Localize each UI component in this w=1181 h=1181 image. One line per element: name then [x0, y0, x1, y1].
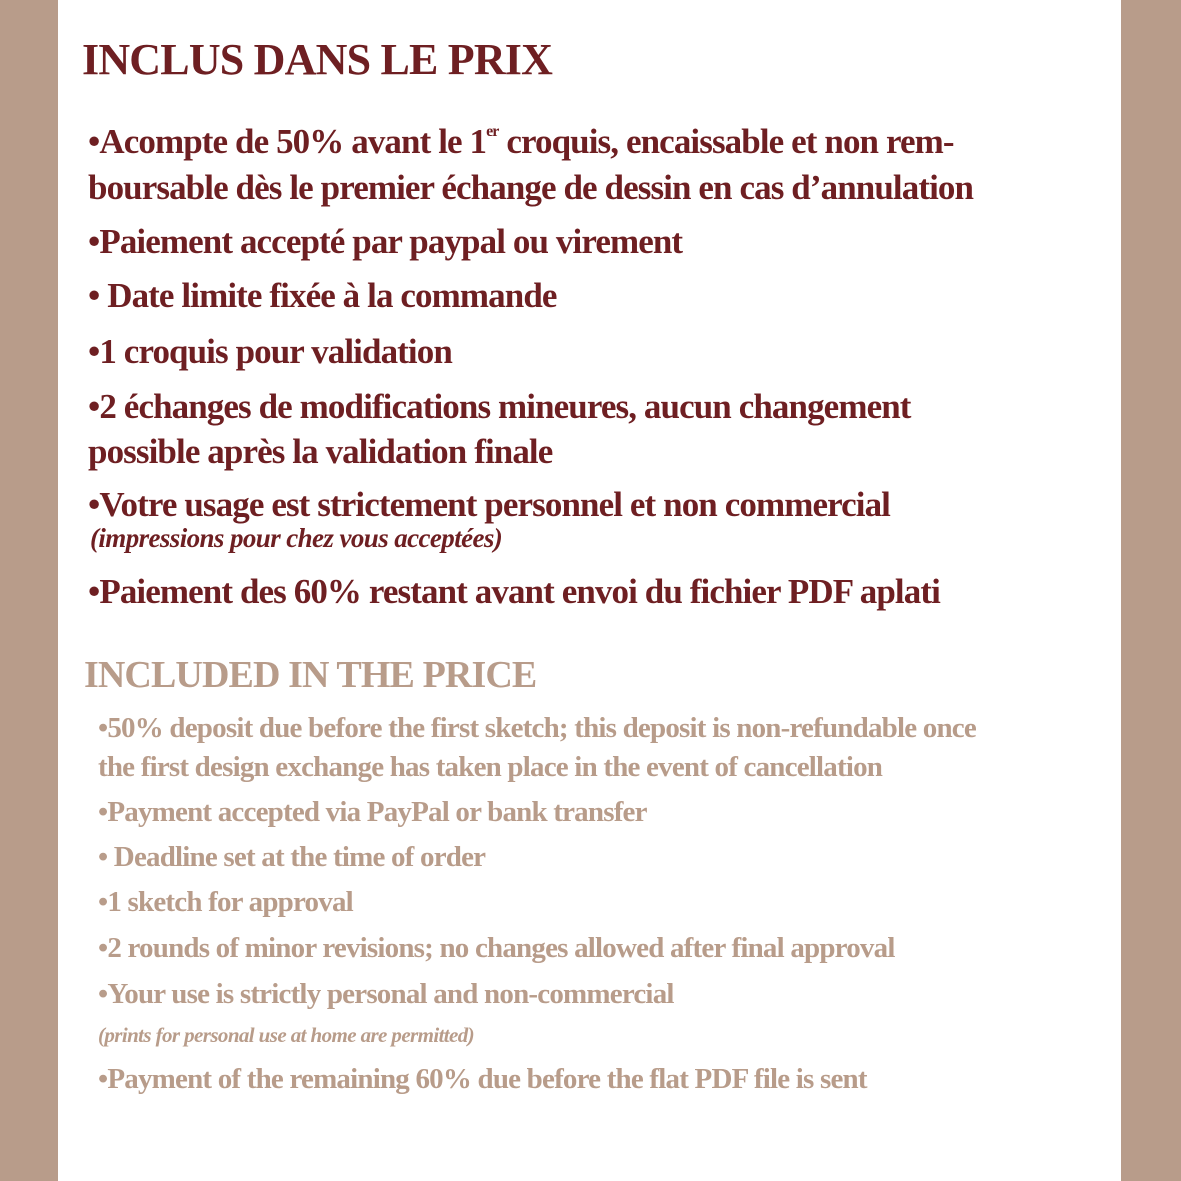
french-item-deposit-text-a: •Acompte de 50% avant le 1	[88, 122, 487, 161]
french-item-usage-note: (impressions pour chez vous acceptées)	[90, 523, 503, 553]
french-item-final-payment: •Paiement des 60% restant avant envoi du fichier PDF aplati	[88, 572, 940, 611]
english-item-usage: •Your use is strictly personal and non-commercial	[98, 978, 674, 1010]
english-item-deadline: • Deadline set at the time of order	[98, 841, 486, 873]
french-item-deposit-line2: boursable dès le premier échange de dessin en cas d’annulation	[88, 168, 974, 207]
french-item-deposit-line1	[88, 124, 954, 159]
english-item-deposit-line1: •50% deposit due before the first sketch; this deposit is non-refundable once	[98, 712, 976, 744]
content-panel	[58, 0, 1121, 1181]
english-item-usage-note: (prints for personal use at home are permitted)	[98, 1023, 475, 1047]
english-item-sketch: •1 sketch for approval	[98, 886, 353, 918]
english-item-deposit-line2: the first design exchange has taken place in the event of cancellation	[98, 751, 883, 783]
french-item-deposit-text-b: croquis, encaissable et non rem-	[498, 122, 954, 161]
french-item-usage: •Votre usage est strictement personnel et non commercial	[88, 485, 890, 524]
french-item-payment: •Paiement accepté par paypal ou virement	[88, 222, 683, 261]
english-title: INCLUDED IN THE PRICE	[84, 654, 537, 696]
english-item-revisions: •2 rounds of minor revisions; no changes allowed after final approval	[98, 932, 895, 964]
english-item-final-payment: •Payment of the remaining 60% due before the flat PDF file is sent	[98, 1063, 867, 1095]
english-item-payment: •Payment accepted via PayPal or bank transfer	[98, 796, 647, 828]
french-item-deposit-superscript: er	[486, 123, 499, 140]
french-item-sketch: •1 croquis pour validation	[88, 332, 452, 371]
french-item-revisions-line2: possible après la validation finale	[88, 432, 553, 471]
french-item-deadline: • Date limite fixée à la commande	[88, 276, 557, 315]
french-title: INCLUS DANS LE PRIX	[82, 35, 553, 84]
french-item-revisions-line1: •2 échanges de modifications mineures, aucun changement	[88, 387, 911, 426]
